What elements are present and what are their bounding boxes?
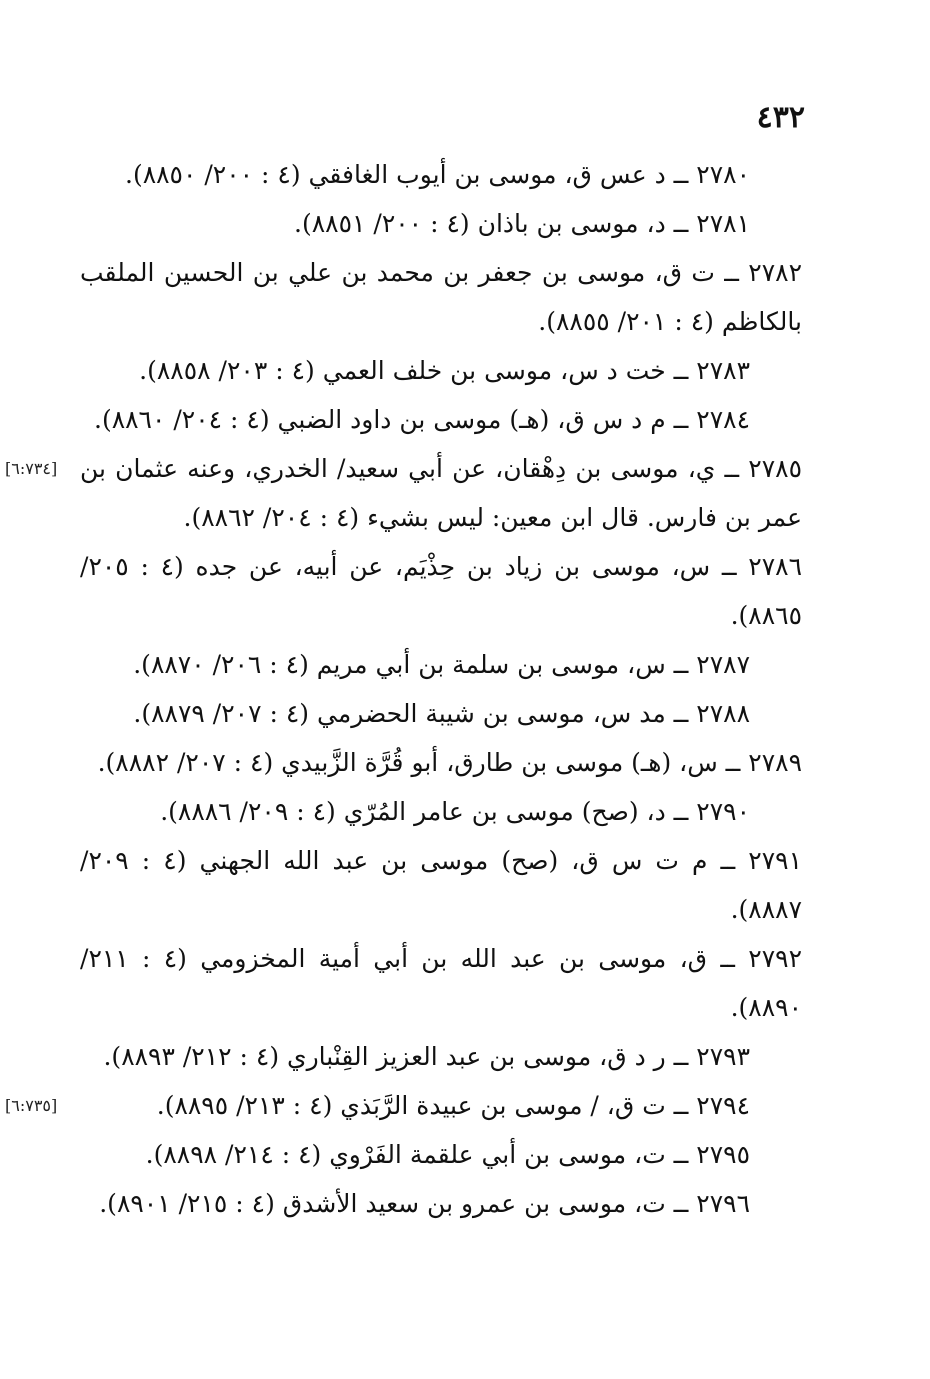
entry bbox=[80, 248, 802, 346]
entry-text: ٢٧٩٣ ــ ر د ق، موسى بن عبد العزيز القِنْباري (٤ : ٢١٢/ ٨٨٩٣). bbox=[103, 1042, 750, 1071]
entry bbox=[5, 1081, 802, 1130]
entry bbox=[80, 1179, 802, 1228]
entry bbox=[5, 444, 802, 542]
entry-list bbox=[5, 150, 802, 1228]
entry-text: ٢٧٨٦ ــ س، موسى بن زياد بن حِذْيَم، عن أبيه، عن جده (٤ : ٢٠٥/ ٨٨٦٥). bbox=[80, 552, 802, 630]
entry bbox=[80, 738, 802, 787]
entry bbox=[80, 689, 802, 738]
entry-text: ٢٧٨٥ ــ ي، موسى بن دِهْقان، عن أبي سعيد/ الخدري، وعنه عثمان بن عمر بن فارس. قال ابن معين: ليس بشيء (٤ : ٢٠٤/ ٨٨٦٢). bbox=[80, 454, 802, 532]
entry-text: ٢٧٩٠ ــ د، (صح) موسى بن عامر المُرّي (٤ : ٢٠٩/ ٨٨٨٦). bbox=[160, 797, 750, 826]
entry bbox=[80, 395, 802, 444]
entry-text: ٢٧٨٧ ــ س، موسى بن سلمة بن أبي مريم (٤ : ٢٠٦/ ٨٨٧٠). bbox=[133, 650, 750, 679]
entry-text: ٢٧٨٨ ــ مد س، موسى بن شيبة الحضرمي (٤ : ٢٠٧/ ٨٨٧٩). bbox=[133, 699, 750, 728]
entry bbox=[80, 787, 802, 836]
entry-text: ٢٧٨٢ ــ ت ق، موسى بن جعفر بن محمد بن علي بن الحسين الملقب بالكاظم (٤ : ٢٠١/ ٨٨٥٥). bbox=[80, 258, 802, 336]
entry bbox=[80, 1032, 802, 1081]
entry-text: ٢٧٨١ ــ د، موسى بن باذان (٤ : ٢٠٠/ ٨٨٥١). bbox=[294, 209, 750, 238]
page-number: ٤٣٢ bbox=[756, 100, 805, 135]
margin-reference: [٦:٧٣٤] bbox=[5, 459, 58, 478]
entry-text: ٢٧٩٦ ــ ت، موسى بن عمرو بن سعيد الأشدق (٤ : ٢١٥/ ٨٩٠١). bbox=[99, 1189, 750, 1218]
entry bbox=[80, 346, 802, 395]
entry-text: ٢٧٩١ ــ م ت س ق، (صح) موسى بن عبد الله الجهني (٤ : ٢٠٩/ ٨٨٨٧). bbox=[80, 846, 802, 924]
entry-text: ٢٧٩٥ ــ ت، موسى بن أبي علقمة الفَرْوي (٤ : ٢١٤/ ٨٨٩٨). bbox=[145, 1140, 750, 1169]
entry-text: ٢٧٨٠ ــ د عس ق، موسى بن أيوب الغافقي (٤ : ٢٠٠/ ٨٨٥٠). bbox=[125, 160, 750, 189]
entry-text: ٢٧٨٤ ــ م د س ق، (هـ) موسى بن داود الضبي (٤ : ٢٠٤/ ٨٨٦٠). bbox=[94, 405, 750, 434]
entry-text: ٢٧٨٣ ــ خت د س، موسى بن خلف العمي (٤ : ٢٠٣/ ٨٨٥٨). bbox=[139, 356, 750, 385]
margin-reference: [٦:٧٣٥] bbox=[5, 1096, 58, 1115]
entry-text: ٢٧٨٩ ــ س، (هـ) موسى بن طارق، أبو قُرَّة الزَّبيدي (٤ : ٢٠٧/ ٨٨٨٢). bbox=[97, 748, 802, 777]
entry bbox=[80, 836, 802, 934]
entry bbox=[80, 150, 802, 199]
entry bbox=[80, 1130, 802, 1179]
entry bbox=[80, 640, 802, 689]
entry-text: ٢٧٩٤ ــ ت ق، / موسى بن عبيدة الرَّبَذي (٤ : ٢١٣/ ٨٨٩٥). bbox=[156, 1091, 750, 1120]
entry bbox=[80, 199, 802, 248]
entry bbox=[80, 542, 802, 640]
entry-text: ٢٧٩٢ ــ ق، موسى بن عبد الله بن أبي أمية المخزومي (٤ : ٢١١/ ٨٨٩٠). bbox=[80, 944, 802, 1022]
entry bbox=[80, 934, 802, 1032]
